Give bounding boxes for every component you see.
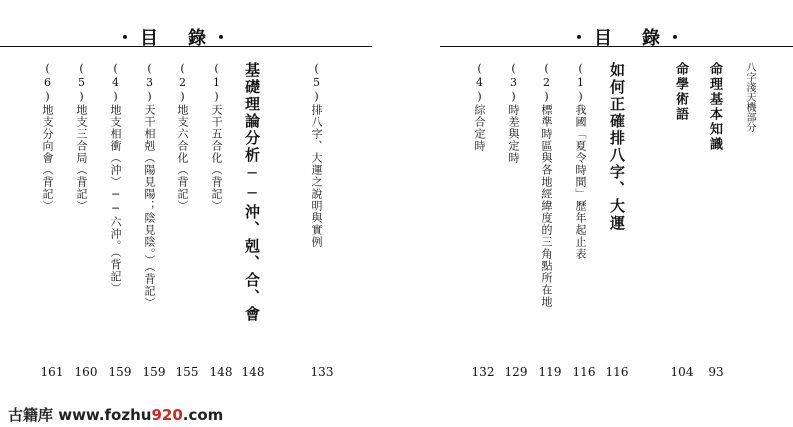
toc-page-number: 155 [175,365,199,379]
toc-entry-text: (5)地支三合局（背記） [75,62,88,212]
right-page [420,0,793,427]
toc-page-number: 160 [74,365,98,379]
toc-page-number: 129 [504,365,528,379]
toc-entry-text: (1)天干五合化（背記） [210,62,223,212]
toc-entry-text: (5)排八字、大運之說明與實例 [310,62,323,248]
toc-entry[interactable] [211,62,233,212]
toc-entry[interactable] [508,62,530,164]
toc-entry[interactable] [474,62,496,152]
toc-entry-text: (4)綜合定時 [473,62,486,152]
toc-entry-text: (6)地支分向會（背記） [41,62,54,212]
toc-page-number: 104 [670,365,694,379]
site-watermark [8,404,223,425]
toc-entry[interactable] [110,62,132,295]
toc-page-number: 119 [538,365,562,379]
toc-section-text: 如何正確排八字、大運 [608,62,626,232]
toc-entry[interactable] [311,62,333,248]
toc-entry[interactable] [541,62,563,308]
left-page [0,0,372,427]
toc-part-text: 八字淺天機部分 [744,62,755,132]
toc-entry[interactable] [76,62,98,212]
toc-entry[interactable] [42,62,64,212]
toc-section-heading[interactable] [708,62,730,152]
toc-entry[interactable] [575,62,597,260]
toc-page-number: 148 [241,365,265,379]
toc-section-text: 基礎理論分析──沖、剋、合、會 [243,62,261,323]
toc-entry-text: (2)地支六合化（背記） [176,62,189,212]
toc-section-text: 命學術語 [673,62,688,122]
site-watermark-suffix: .com [182,406,224,424]
site-watermark-prefix: 古籍库 www.fozhu [8,406,152,424]
right-header-rule [440,46,793,47]
left-page-header: ・目 錄・ [116,28,236,49]
toc-part-title [744,62,766,132]
toc-section-heading[interactable] [609,62,631,232]
right-page-header: ・目 錄・ [570,28,690,49]
toc-entry[interactable] [144,62,166,309]
toc-page-number: 161 [40,365,64,379]
toc-entry-text: (3)時差與定時 [507,62,520,164]
toc-page-number: 93 [708,365,724,379]
toc-page-number: 132 [471,365,495,379]
toc-page-number: 116 [572,365,596,379]
toc-page-number: 133 [310,365,334,379]
toc-page-number: 159 [142,365,166,379]
toc-page-number: 159 [108,365,132,379]
left-header-rule [0,46,372,47]
toc-page-number: 116 [605,365,629,379]
toc-entry-text: (2)標準時區與各地經緯度的三角點所在地 [540,62,553,308]
site-watermark-number: 920 [151,406,183,424]
toc-entry[interactable] [177,62,199,212]
toc-section-heading[interactable] [244,62,266,323]
toc-entry-text: (3)天干相剋（陽見陽；陰見陰。）（背記） [143,62,156,309]
toc-section-text: 命理基本知識 [707,62,722,152]
toc-entry-text: (1)我國「夏令時間」歷年起止表 [574,62,587,260]
toc-entry-text: (4)地支相衝（沖）──六沖。（背記） [109,62,122,295]
toc-section-heading[interactable] [674,62,696,122]
toc-page-number: 148 [209,365,233,379]
